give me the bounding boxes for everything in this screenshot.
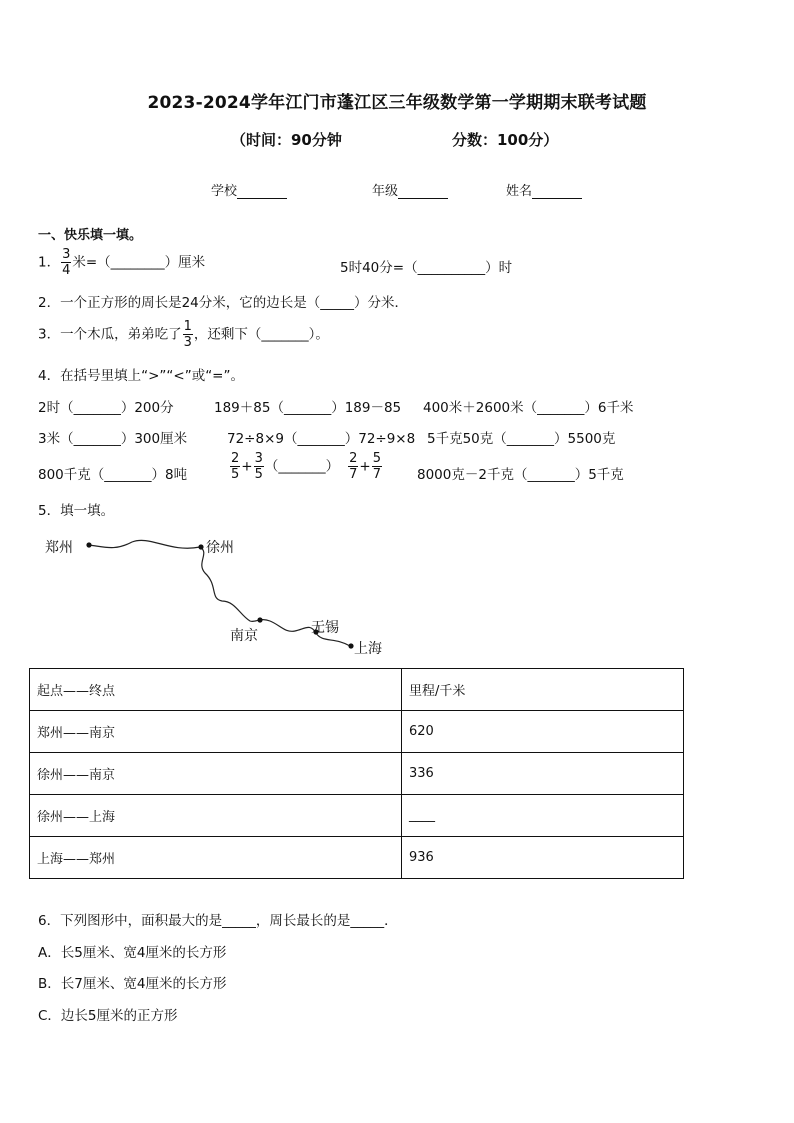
q4-fraction-num: 2 — [349, 451, 358, 466]
q4-fraction — [372, 452, 382, 481]
question-1 — [38, 248, 205, 277]
route-cell: 徐州——南京 — [30, 753, 402, 795]
q4-blank: （_______） — [264, 458, 340, 475]
q4-item: 3米（_______）300厘米 — [38, 431, 188, 447]
city-label-zhengzhou: 郑州 — [45, 540, 73, 556]
plus-sign: + — [359, 458, 371, 475]
q1-number: 1． — [38, 254, 61, 271]
q4-fraction-num: 3 — [254, 451, 263, 466]
q6-option-c: C．边长5厘米的正方形 — [38, 1008, 178, 1024]
question-1-right: 5时40分=（__________）时 — [340, 260, 513, 276]
route-cell: 郑州——南京 — [30, 711, 402, 753]
grade-field[interactable] — [372, 180, 448, 199]
q4-fraction-num: 5 — [372, 451, 381, 466]
q3-fraction-den: 3 — [183, 335, 192, 350]
distance-cell[interactable]: ____ — [402, 795, 684, 837]
q4-item: 800千克（_______）8吨 — [38, 467, 188, 483]
table-header-row — [30, 669, 684, 711]
page-title: 2023-2024学年江门市蓬江区三年级数学第一学期期末联考试题 — [147, 93, 647, 113]
q4-fraction — [254, 452, 264, 481]
table-row — [30, 795, 684, 837]
table-header: 起点——终点 — [30, 669, 402, 711]
q3-fraction-num: 1 — [183, 319, 192, 334]
route-cell: 徐州——上海 — [30, 795, 402, 837]
question-2: 2．一个正方形的周长是24分米，它的边长是（_____）分米． — [38, 295, 409, 311]
q6-option-b: B．长7厘米、宽4厘米的长方形 — [38, 976, 227, 992]
grade-blank[interactable] — [398, 184, 448, 199]
distance-table — [29, 668, 684, 879]
q4-item: 189＋85（_______）189－85 — [214, 400, 402, 416]
city-dot-xuzhou — [198, 544, 203, 549]
school-field[interactable] — [211, 180, 287, 199]
table-row — [30, 711, 684, 753]
table-row — [30, 837, 684, 879]
grade-label: 年级 — [372, 184, 399, 199]
table-header: 里程/千米 — [402, 669, 684, 711]
q1-fraction-num: 3 — [62, 247, 71, 262]
q4-fraction-den: 5 — [231, 467, 240, 482]
distance-cell: 336 — [402, 753, 684, 795]
city-label-nanjing: 南京 — [230, 628, 258, 644]
q4-fraction — [348, 452, 358, 481]
q3-fraction — [183, 320, 193, 349]
name-field[interactable] — [506, 180, 582, 199]
exam-time: （时间：90分钟 — [231, 131, 342, 149]
q4-fraction-den: 5 — [254, 467, 263, 482]
city-label-xuzhou: 徐州 — [206, 540, 234, 556]
school-label: 学校 — [211, 184, 238, 199]
city-dot-nanjing — [257, 617, 262, 622]
section-heading: 一、快乐填一填。 — [38, 228, 143, 243]
q4-item: 72÷8×9（_______）72÷9×8 — [227, 431, 416, 447]
name-blank[interactable] — [532, 184, 582, 199]
q1-text: 米=（________）厘米 — [72, 254, 206, 271]
q4-item: 400米＋2600米（_______）6千米 — [423, 400, 634, 416]
q4-fraction-den: 7 — [349, 467, 358, 482]
distance-cell: 936 — [402, 837, 684, 879]
city-label-wuxi: 无锡 — [311, 620, 339, 636]
question-5: 5．填一填。 — [38, 503, 115, 519]
q6-option-a: A．长5厘米、宽4厘米的长方形 — [38, 945, 227, 961]
route-cell: 上海——郑州 — [30, 837, 402, 879]
q3-text-post: ，还剩下（_______）。 — [193, 326, 329, 343]
question-3 — [38, 320, 329, 349]
city-dot-zhengzhou — [86, 542, 91, 547]
exam-score: 分数：100分） — [452, 131, 559, 149]
plus-sign: + — [241, 458, 253, 475]
city-label-shanghai: 上海 — [354, 641, 382, 657]
q4-fraction-num: 2 — [231, 451, 240, 466]
q4-item: 8000克－2千克（_______）5千克 — [417, 467, 624, 483]
q1-fraction-den: 4 — [62, 263, 71, 278]
distance-cell: 620 — [402, 711, 684, 753]
q4-item: 5千克50克（_______）5500克 — [427, 431, 616, 447]
q4-fraction-den: 7 — [372, 467, 381, 482]
city-dot-shanghai — [348, 643, 353, 648]
name-label: 姓名 — [506, 184, 533, 199]
school-blank[interactable] — [237, 184, 287, 199]
table-row — [30, 753, 684, 795]
q4-item: 2时（_______）200分 — [38, 400, 174, 416]
question-4: 4．在括号里填上“>”“<”或“=”。 — [38, 368, 244, 384]
q1-fraction — [61, 248, 71, 277]
q3-text-pre: 3．一个木瓜，弟弟吃了 — [38, 326, 182, 343]
q4-fraction-compare — [229, 452, 383, 481]
question-6: 6．下列图形中，面积最大的是_____，周长最长的是_____． — [38, 913, 398, 929]
q4-fraction — [230, 452, 240, 481]
